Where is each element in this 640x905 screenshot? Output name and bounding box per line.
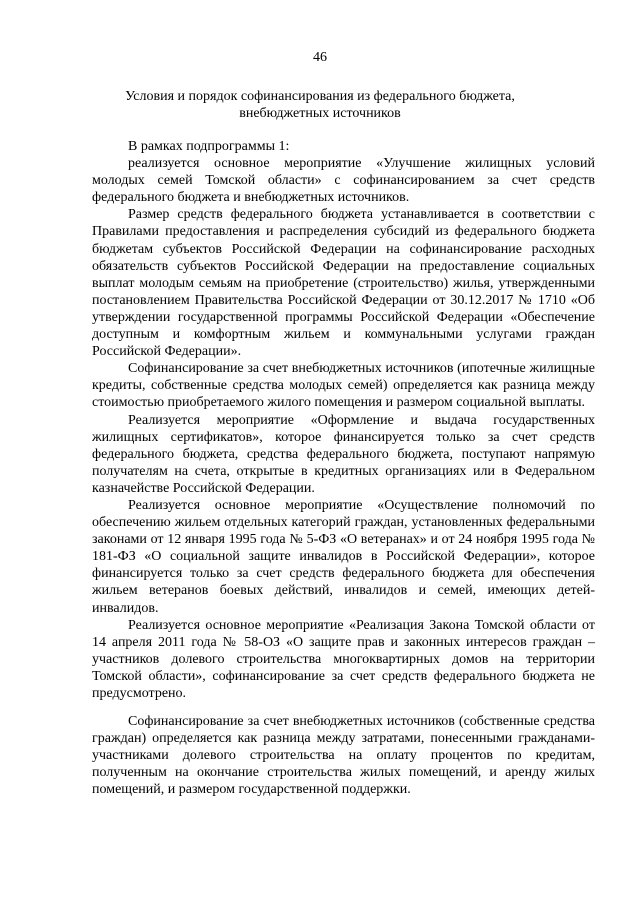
paragraph-intro: В рамках подпрограммы 1: xyxy=(128,139,290,154)
paragraph: Софинансирование за счет внебюджетных источников (ипотечные жилищные кредиты, собственные средства молодых семей) определяется как разница между стоимостью приобретаемого жилого помещения и размером социальной выплаты. xyxy=(92,361,595,411)
paragraph: Реализуется основное мероприятие «Реализация Закона Томской области от 14 апреля 2011 года № 58-ОЗ «О защите прав и законных интересов граждан – участников долевого строительства многоквартирных домов на территории Томской области», софинансирование за счет средств федерального бюджета не предусмотрено. xyxy=(92,617,595,701)
section-title-line-2: внебюджетных источников xyxy=(239,106,401,121)
page-number: 46 xyxy=(313,50,327,65)
section-title xyxy=(100,88,540,122)
paragraph: реализуется основное мероприятие «Улучшение жилищных условий молодых семей Томской области» с софинансированием за счет средств федерального бюджета и внебюджетных источников. xyxy=(92,156,595,206)
paragraph: Софинансирование за счет внебюджетных источников (собственные средства граждан) определяется как разница между затратами, понесенными гражданами-участниками долевого строительства на оплату процентов по кредитам, полученным на окончание строительства жилых помещений, и аренду жилых помещений, и размером государственной поддержки. xyxy=(92,714,595,798)
paragraph: Реализуется основное мероприятие «Осуществление полномочий по обеспечению жильем отдельных категорий граждан, установленных федеральными законами от 12 января 1995 года № 5-ФЗ «О ветеранах» и от 24 ноября 1995 года № 181-ФЗ «О социальной защите инвалидов в Российской Федерации», которое финансируется только за счет средств федерального бюджета для обеспечения жильем ветеранов боевых действий, инвалидов и семей, имеющих детей-инвалидов. xyxy=(92,497,595,616)
paragraph: Размер средств федерального бюджета устанавливается в соответствии с Правилами предоставления и распределения субсидий из федерального бюджета бюджетам субъектов Российской Федерации на софинансирование расходных обязательств субъектов Российской Федерации на предоставление социальных выплат молодым семьям на приобретение (строительство) жилья, утвержденными постановлением Правительства Российской Федерации от 30.12.2017 № 1710 «Об утверждении государственной программы Российской Федерации «Обеспечение доступным и комфортным жильем и коммунальными услугами граждан Российской Федерации». xyxy=(92,207,595,360)
body-text xyxy=(92,138,595,799)
section-title-line-1: Условия и порядок софинансирования из федерального бюджета, xyxy=(125,89,515,104)
paragraph: Реализуется мероприятие «Оформление и выдача государственных жилищных сертификатов», которое финансируется только за счет средств федерального бюджета, средства федерального бюджета, поступают напрямую получателям на счета, открытые в кредитных организациях или в Федеральном казначействе Российской Федерации. xyxy=(92,412,595,496)
